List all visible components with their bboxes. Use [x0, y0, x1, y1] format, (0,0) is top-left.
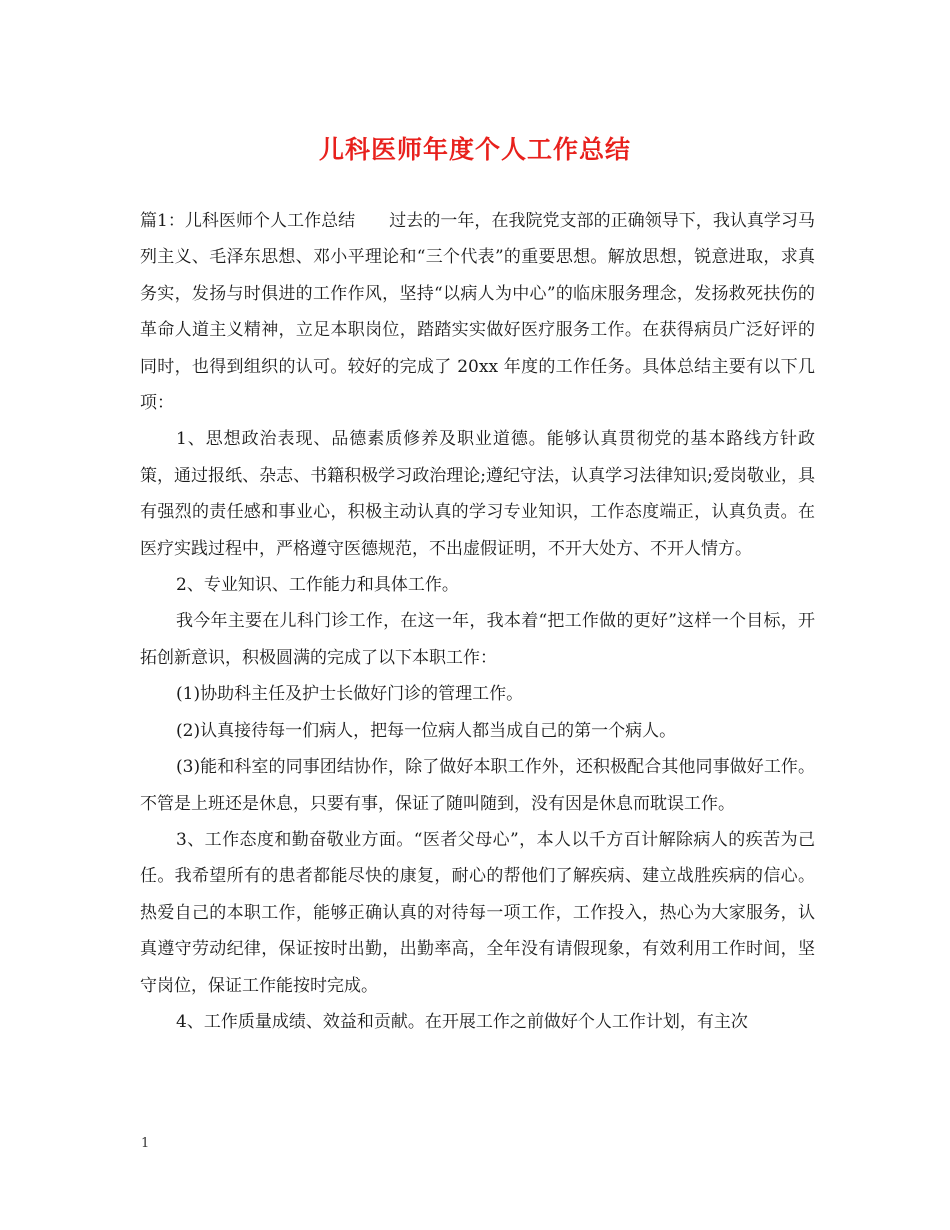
- paragraph-section-2-heading: 2、专业知识、工作能力和具体工作。: [176, 575, 459, 596]
- list-item-3: (3)能和科室的同事团结协作，除了做好本职工作外，还积极配合其他同事做好工作。不管是上班还是休息，只要有事，保证了随叫随到，没有因是休息而耽误工作。: [140, 757, 815, 814]
- list-item-1: (1)协助科主任及护士长做好门诊的管理工作。: [176, 684, 524, 705]
- document-body: [140, 203, 815, 1040]
- list-item-2: (2)认真接待每一们病人，把每一位病人都当成自己的第一个病人。: [176, 720, 677, 741]
- paragraph-intro: 篇1：儿科医师个人工作总结 过去的一年，在我院党支部的正确领导下，我认真学习马列主义、毛泽东思想、邓小平理论和“三个代表”的重要思想。解放思想，锐意进取，求真务实，发扬与时俱进的工作作风，坚持“以病人为中心”的临床服务理念，发扬救死扶伤的革命人道主义精神，立足本职岗位，踏踏实实做好医疗服务工作。在获得病员广泛好评的同时，也得到组织的认可。较好的完成了 20xx 年度的工作任务。具体总结主要有以下几项：: [140, 211, 815, 414]
- paragraph-section-2-body: 我今年主要在儿科门诊工作，在这一年，我本着“把工作做的更好”这样一个目标，开拓创新意识，积极圆满的完成了以下本职工作：: [140, 611, 815, 668]
- paragraph-section-4: 4、工作质量成绩、效益和贡献。在开展工作之前做好个人工作计划，有主次: [176, 1011, 748, 1032]
- document-title: 儿科医师年度个人工作总结: [318, 135, 631, 164]
- paragraph-section-1: 1、思想政治表现、品德素质修养及职业道德。能够认真贯彻党的基本路线方针政策，通过报纸、杂志、书籍积极学习政治理论;遵纪守法，认真学习法律知识;爱岗敬业，具有强烈的责任感和事业心，积极主动认真的学习专业知识，工作态度端正，认真负责。在医疗实践过程中，严格遵守医德规范，不出虚假证明，不开大处方、不开人情方。: [140, 429, 815, 559]
- page-number: 1: [141, 1136, 150, 1151]
- paragraph-section-3: 3、工作态度和勤奋敬业方面。“医者父母心”，本人以千方百计解除病人的疾苦为己任。我希望所有的患者都能尽快的康复，耐心的帮他们了解疾病、建立战胜疾病的信心。热爱自己的本职工作，能够正确认真的对待每一项工作，工作投入，热心为大家服务，认真遵守劳动纪律，保证按时出勤，出勤率高，全年没有请假现象，有效利用工作时间，坚守岗位，保证工作能按时完成。: [140, 829, 815, 996]
